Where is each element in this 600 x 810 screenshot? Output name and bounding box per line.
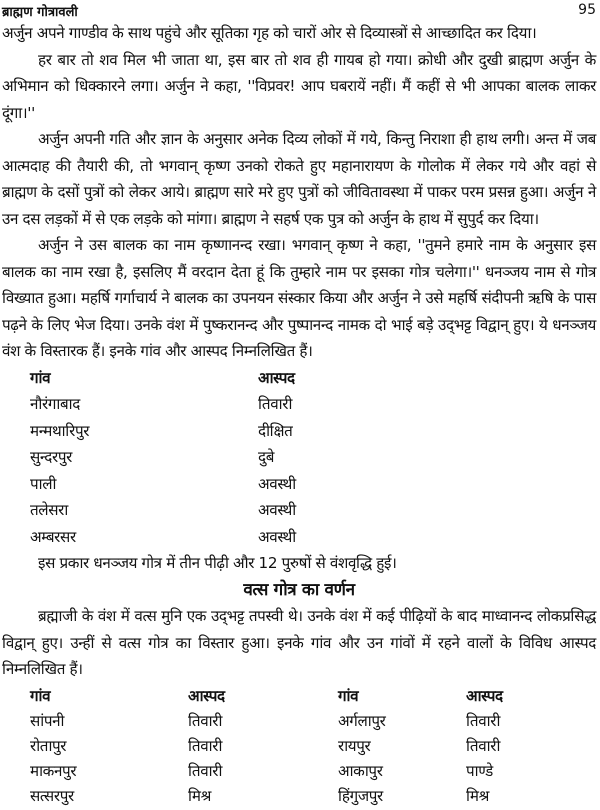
- table-row: [30, 524, 596, 551]
- paragraph: ब्रह्माजी के वंश में वत्स मुनि एक उद्‌भट्ट तपस्वी थे। उनके वंश में कई पीढ़ियों के बाद माध्वानन्द लोकप्रसिद्ध विद्वान् हुए। उन्हीं से वत्स गोत्र का विस्तार हुआ। इनके गांव और उन गांवों में रहने वालों के विविध आस्पद निम्नलिखित हैं।: [2, 607, 596, 678]
- aspad-cell: पाण्डे: [466, 761, 493, 780]
- page-number: 95: [578, 2, 596, 18]
- aspad-cell: तिवारी: [466, 711, 501, 730]
- table-header-row: [30, 365, 596, 392]
- aspad-cell: तिवारी: [188, 761, 223, 780]
- column-header-village: गांव: [30, 368, 51, 387]
- aspad-cell: तिवारी: [466, 736, 501, 755]
- aspad-cell: मिश्र: [188, 786, 212, 805]
- column-header-village: गांव: [338, 686, 359, 705]
- paragraph: अर्जुन अपने गाण्डीव के साथ पहुंचे और सूतिका गृह को चारों ओर से दिव्यास्त्रों से आच्छादित कर दिया।: [2, 24, 537, 42]
- village-cell: सत्सरपुर: [30, 786, 74, 805]
- aspad-cell: तिवारी: [188, 711, 223, 730]
- table-row: [30, 733, 596, 758]
- village-cell: सुन्दरपुर: [30, 448, 72, 466]
- table-row: [30, 758, 596, 783]
- paragraph: अर्जुन ने उस बालक का नाम कृष्णानन्द रखा। भगवान् कृष्ण ने कहा, ''तुमने हमारे नाम के अनुसार इस बालक का नाम रखा है, इसलिए मैं वरदान देता हूं कि तुम्हारे नाम पर इसका गोत्र चलेगा।'' धनञ्जय नाम से गोत्र विख्यात हुआ। महर्षि गर्गाचार्य ने बालक का उपनयन संस्कार किया और अर्जुन ने उसे महर्षि संदीपनी ऋषि के पास पढ़ने के लिए भेज दिया। उनके वंश में पुष्करानन्द और पुष्पानन्द नामक दो भाई बड़े उद्‌भट्ट विद्वान् हुए। ये धनञ्जय वंश के विस्तारक हैं। इनके गांव और आस्पद निम्नलिखित हैं।: [2, 236, 596, 360]
- village-cell: नौरंगाबाद: [30, 395, 80, 413]
- aspad-cell: मिश्र: [466, 786, 490, 805]
- aspad-cell: दुबे: [258, 448, 275, 466]
- table-row: [30, 391, 596, 418]
- book-title: ब्राह्मण गोत्रावली: [2, 5, 78, 20]
- village-cell: अम्बरसर: [30, 527, 76, 546]
- village-cell: रायपुर: [338, 736, 371, 755]
- table-row: [30, 783, 596, 808]
- paragraph: हर बार तो शव मिल भी जाता था, इस बार तो शव ही गायब हो गया। क्रोधी और दुखी ब्राह्मण अर्जुन के अभिमान को धिक्कारने लगा। अर्जुन ने कहा, ''विप्रवर! आप घबरायें नहीं। मैं कहीं से भी आपका बालक लाकर दूंगा।'': [2, 50, 596, 122]
- village-cell: हिंगुजपुर: [338, 786, 383, 805]
- village-cell: अर्गलापुर: [338, 711, 386, 730]
- section-heading-vats-gotra: वत्स गोत्र का वर्णन: [243, 579, 355, 600]
- aspad-cell: दीक्षित: [258, 421, 293, 440]
- column-header-village: गांव: [30, 686, 51, 705]
- vats-village-table: [2, 683, 596, 808]
- column-header-aspad: आस्पद: [258, 368, 295, 387]
- aspad-cell: अवस्थी: [258, 527, 296, 546]
- page-header: [2, 2, 596, 22]
- village-cell: रोतापुर: [30, 736, 67, 755]
- aspad-cell: अवस्थी: [258, 474, 296, 493]
- village-cell: सांपनी: [30, 711, 65, 730]
- dhananjay-summary: इस प्रकार धनञ्जय गोत्र में तीन पीढ़ी और 12 पुरुषों से वंशवृद्धि हुई।: [38, 554, 397, 572]
- village-cell: मन्मथारिपुर: [30, 421, 90, 440]
- table-row: [30, 418, 596, 445]
- village-cell: तलेसरा: [30, 501, 68, 519]
- table-row: [30, 444, 596, 471]
- aspad-cell: अवस्थी: [258, 501, 296, 519]
- village-cell: आकापुर: [338, 761, 383, 780]
- column-header-aspad: आस्पद: [188, 686, 225, 705]
- table-header-row: [30, 683, 596, 708]
- aspad-cell: तिवारी: [188, 736, 223, 755]
- aspad-cell: तिवारी: [258, 395, 293, 413]
- column-header-aspad: आस्पद: [466, 686, 503, 705]
- table-row: [30, 708, 596, 733]
- table-row: [30, 471, 596, 498]
- village-cell: पाली: [30, 474, 57, 493]
- dhananjay-village-table: [2, 365, 596, 551]
- page-body: [2, 20, 596, 808]
- paragraph: अर्जुन अपनी गति और ज्ञान के अनुसार अनेक दिव्य लोकों में गये, किन्तु निराशा ही हाथ लगी। अन्त में जब आत्मदाह की तैयारी की, तो भगवान् कृष्ण उनको रोकते हुए महानारायण के गोलोक में लेकर गये और वहां से ब्राह्मण के दसों पुत्रों को लेकर आये। ब्राह्मण सारे मरे हुए पुत्रों को जीवितावस्था में पाकर परम प्रसन्न हुआ। अर्जुन ने उन दस लड़कों में से एक लड़के को मांगा। ब्राह्मण ने सहर्ष एक पुत्र को अर्जुन के हाथ में सुपुर्द कर दिया।: [2, 130, 596, 228]
- village-cell: माकनपुर: [30, 761, 77, 780]
- table-row: [30, 497, 596, 524]
